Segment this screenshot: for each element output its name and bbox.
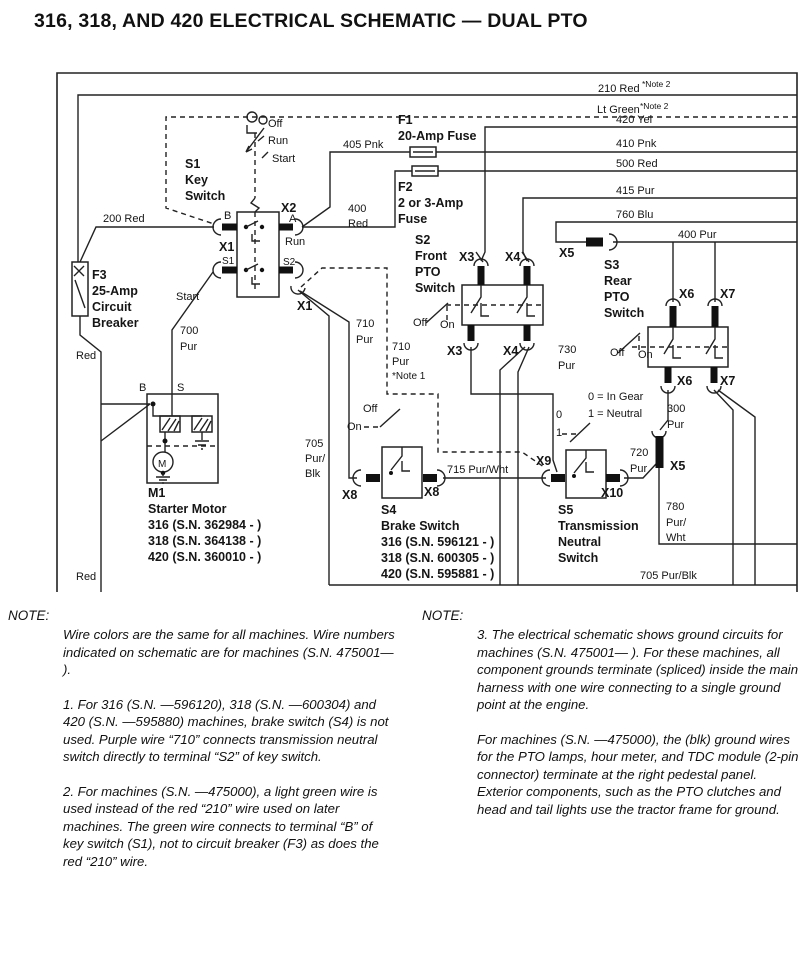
- note2-ref-1: *Note 2: [642, 79, 671, 89]
- s2-x3-btm: X3: [447, 344, 463, 358]
- breaker-f3-name1: 25-Amp: [92, 284, 138, 298]
- brake-sn-420: 420 (S.N. 595881 - ): [381, 567, 495, 581]
- conn-x5-btm: X5: [670, 459, 686, 473]
- term-run: Run: [285, 236, 306, 248]
- note-column-left: [63, 626, 395, 887]
- wire-705a-2: Pur/: [305, 453, 326, 465]
- conn-x5-top: X5: [559, 246, 575, 260]
- neutral-name1: Transmission: [558, 519, 639, 533]
- s4-x8-right: X8: [424, 485, 440, 499]
- key-switch-name1: Key: [185, 173, 208, 187]
- wire-780-2: Pur/: [666, 517, 687, 529]
- brake-id: S4: [381, 503, 397, 517]
- wire-730-2: Pur: [558, 360, 576, 372]
- term-a: A: [289, 213, 297, 225]
- wire-715: 715 Pur/Wht: [447, 464, 509, 476]
- key-switch-s1: [172, 112, 544, 585]
- term-b: B: [224, 210, 232, 222]
- s4-on: On: [347, 421, 362, 433]
- s3-off: Off: [610, 347, 625, 359]
- wire-red-lower: Red: [76, 571, 97, 583]
- wire-730-1: 730: [558, 344, 577, 356]
- wire-705-bottom: 705 Pur/Blk: [640, 570, 697, 582]
- wire-710b-2: Pur: [392, 356, 410, 368]
- s2-x4-btm: X4: [503, 344, 519, 358]
- note2-ref-2: *Note 2: [640, 101, 669, 111]
- wire-500-red: 500 Red: [616, 158, 658, 170]
- term-s-starter: S: [177, 382, 185, 394]
- wire-300-1: 300: [667, 403, 686, 415]
- connector-x5-top: [586, 234, 617, 250]
- wire-415-pur: 415 Pur: [616, 185, 655, 197]
- wire-400-pur: 400 Pur: [678, 229, 717, 241]
- wire-red-upper: Red: [76, 350, 97, 362]
- rear-pto-switch-s3: [618, 299, 755, 585]
- s5-pos-1: 1: [556, 427, 563, 439]
- wire-780-3: Wht: [666, 532, 686, 544]
- legend-in-gear: 0 = In Gear: [588, 391, 644, 403]
- fuse-f2-name2: Fuse: [398, 212, 428, 226]
- s5-pos-0: 0: [556, 409, 563, 421]
- brake-sn-316: 316 (S.N. 596121 - ): [381, 535, 495, 549]
- s2-off: Off: [413, 317, 428, 329]
- connector-x5-bottom: [652, 431, 666, 468]
- front-pto-name1: Front: [415, 249, 447, 263]
- wire-400-red-1: 400: [348, 203, 367, 215]
- wire-705a-3: Blk: [305, 468, 321, 480]
- brake-name: Brake Switch: [381, 519, 460, 533]
- wire-710a-1: 710: [356, 318, 375, 330]
- note-column-right: [477, 626, 805, 835]
- breaker-f3-name3: Breaker: [92, 316, 139, 330]
- conn-x1-right: X1: [297, 299, 313, 313]
- rear-pto-id: S3: [604, 258, 620, 272]
- rear-pto-name3: Switch: [604, 306, 645, 320]
- starter-sn-316: 316 (S.N. 362984 - ): [148, 518, 262, 532]
- wire-705a-1: 705: [305, 438, 324, 450]
- wire-420-yel: 420 Yel: [616, 114, 653, 126]
- page-title: 316, 318, AND 420 ELECTRICAL SCHEMATIC — DUAL PTO: [34, 10, 588, 32]
- neutral-name3: Switch: [558, 551, 599, 565]
- wire-lt-green: Lt Green: [597, 104, 640, 116]
- wire-700-1: 700: [180, 325, 199, 337]
- fuse-f2-id: F2: [398, 180, 413, 194]
- key-pos-off: Off: [268, 118, 283, 130]
- fuse-f1-id: F1: [398, 113, 413, 127]
- breaker-f3-name2: Circuit: [92, 300, 132, 314]
- s2-x4-top: X4: [505, 250, 521, 264]
- note-left-p3: 2. For machines (S.N. —475000), a light green wire is used instead of the red “210” wire used on later machines. The green wire connects to terminal “B” of key switch (S1), not to circuit breaker (F3) as does the red “210” wire.: [63, 783, 379, 869]
- s3-x7-btm: X7: [720, 374, 736, 388]
- wire-760-blu: 760 Blu: [616, 209, 654, 221]
- starter-sn-318: 318 (S.N. 364138 - ): [148, 534, 262, 548]
- key-pos-run: Run: [268, 135, 289, 147]
- term-s1: S1: [222, 256, 235, 267]
- front-pto-name3: Switch: [415, 281, 456, 295]
- note-right-p2: For machines (S.N. —475000), the (blk) ground wires for the PTO lamps, hour meter, and TDC module (2-pin connector) terminate at the right pedestal panel. Exterior components, such as the PTO clutches and head and tail lights use the tractor frame for ground.: [477, 731, 799, 817]
- wire-405-pnk: 405 Pnk: [343, 139, 384, 151]
- front-pto-name2: PTO: [415, 265, 441, 279]
- wire-700-2: Pur: [180, 341, 198, 353]
- legend-neutral: 1 = Neutral: [588, 408, 643, 420]
- s2-on: On: [440, 319, 455, 331]
- s2-x3-top: X3: [459, 250, 475, 264]
- starter-name: Starter Motor: [148, 502, 227, 516]
- wire-720-1: 720: [630, 447, 649, 459]
- starter-sn-420: 420 (S.N. 360010 - ): [148, 550, 262, 564]
- conn-x9: X9: [536, 454, 552, 468]
- conn-x2: X2: [281, 201, 297, 215]
- wire-780-1: 780: [666, 501, 685, 513]
- brake-switch-s4: [353, 409, 546, 498]
- starter-id: M1: [148, 486, 166, 500]
- motor-letter: M: [158, 459, 167, 470]
- key-icon: [247, 125, 257, 133]
- key-switch-id: S1: [185, 157, 201, 171]
- rear-pto-name2: PTO: [604, 290, 630, 304]
- fuse-f2-name1: 2 or 3-Amp: [398, 196, 464, 210]
- front-pto-id: S2: [415, 233, 431, 247]
- conn-x10: X10: [601, 486, 624, 500]
- term-s2: S2: [283, 257, 296, 268]
- note-heading-left: NOTE:: [8, 608, 50, 623]
- term-start: Start: [176, 291, 200, 303]
- s3-x7-top: X7: [720, 287, 736, 301]
- wire-720-2: Pur: [630, 463, 648, 475]
- s3-on: On: [638, 349, 653, 361]
- s4-off: Off: [363, 403, 378, 415]
- rear-pto-name1: Rear: [604, 274, 632, 288]
- s3-x6-top: X6: [679, 287, 695, 301]
- wire-400-red-2: Red: [348, 218, 369, 230]
- note-heading-right: NOTE:: [422, 608, 464, 623]
- conn-x1-left: X1: [219, 240, 235, 254]
- neutral-name2: Neutral: [558, 535, 602, 549]
- term-b-starter: B: [139, 382, 147, 394]
- s4-x8-left: X8: [342, 488, 358, 502]
- wire-200-red: 200 Red: [103, 213, 145, 225]
- fuse-f1-name: 20-Amp Fuse: [398, 129, 477, 143]
- wire-710b-1: 710: [392, 341, 411, 353]
- brake-sn-318: 318 (S.N. 600305 - ): [381, 551, 495, 565]
- neutral-id: S5: [558, 503, 574, 517]
- note1-ref: *Note 1: [392, 371, 426, 382]
- wire-410-pnk: 410 Pnk: [616, 138, 657, 150]
- note-right-p1: 3. The electrical schematic shows ground circuits for machines (S.N. 475001— ). For these machines, all component grounds terminate (spliced) inside the main harness with one wire connecting to a single ground point at the engine.: [477, 627, 799, 712]
- wire-710a-2: Pur: [356, 334, 374, 346]
- key-pos-start: Start: [272, 153, 296, 165]
- wire-300-2: Pur: [667, 419, 685, 431]
- note-left-p1: Wire colors are the same for all machines. Wire numbers indicated on schematic are for machines (S.N. 475001— ).: [63, 627, 395, 677]
- breaker-f3-id: F3: [92, 268, 107, 282]
- key-switch-name2: Switch: [185, 189, 226, 203]
- wire-210-red: 210 Red: [598, 83, 640, 95]
- s3-x6-btm: X6: [677, 374, 693, 388]
- note-left-p2: 1. For 316 (S.N. —596120), 318 (S.N. —600304) and 420 (S.N. —595880) machines, brake switch (S4) is not used. Purple wire “710” connects transmission neutral switch directly to terminal “S2” of key switch.: [63, 696, 389, 764]
